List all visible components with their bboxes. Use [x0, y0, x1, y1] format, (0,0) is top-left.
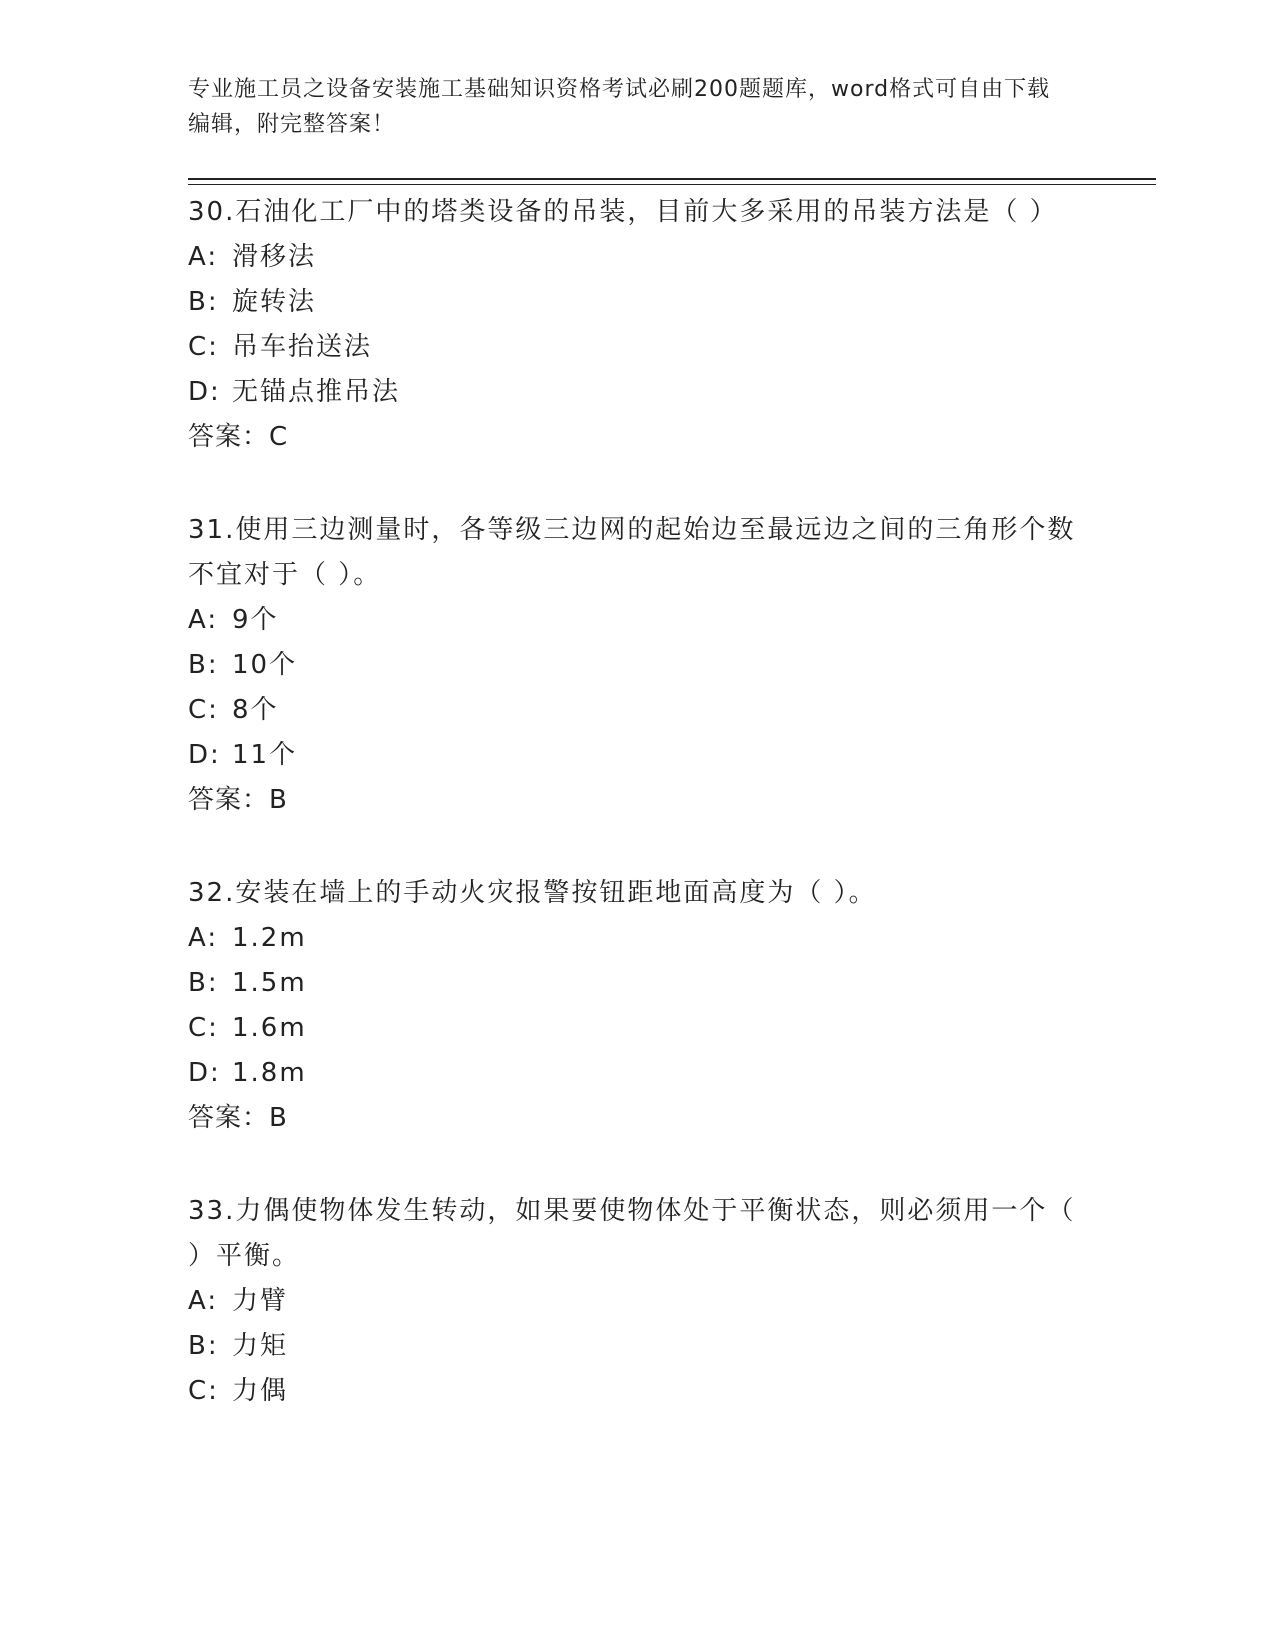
answer-line: 答案：C	[188, 422, 289, 452]
question-stem: 32.安装在墙上的手动火灾报警按钮距地面高度为（ ）。	[188, 878, 877, 908]
option-text: 1.8m	[232, 1058, 307, 1088]
option-key: B:	[188, 287, 219, 317]
option-text: 旋转法	[232, 287, 317, 317]
option-key: A:	[188, 605, 219, 635]
option-text: 力臂	[232, 1286, 289, 1316]
option-key: D:	[188, 740, 221, 770]
option-d	[188, 733, 1088, 778]
option-key: C:	[188, 1376, 219, 1406]
option-c	[188, 688, 1088, 733]
question-stem: 33.力偶使物体发生转动，如果要使物体处于平衡状态，则必须用一个（ ）平衡。	[188, 1196, 1076, 1271]
option-text: 10个	[232, 650, 298, 680]
option-key: C:	[188, 1013, 219, 1043]
answer-line: 答案：B	[188, 785, 288, 815]
question-31	[188, 508, 1088, 823]
option-b	[188, 280, 1088, 325]
question-list	[188, 190, 1088, 1462]
header-divider-thin	[188, 184, 1156, 185]
option-a	[188, 235, 1088, 280]
question-32	[188, 871, 1088, 1141]
option-a	[188, 1279, 1088, 1324]
option-a	[188, 916, 1088, 961]
option-key: A:	[188, 242, 219, 272]
option-c	[188, 325, 1088, 370]
document-header: 专业施工员之设备安装施工基础知识资格考试必刷200题题库，word格式可自由下载编辑，附完整答案！	[188, 77, 1051, 137]
option-key: C:	[188, 332, 219, 362]
answer-line: 答案：B	[188, 1103, 288, 1133]
option-text: 1.6m	[232, 1013, 307, 1043]
option-text: 力矩	[232, 1331, 289, 1361]
option-key: A:	[188, 1286, 219, 1316]
option-text: 1.2m	[232, 923, 307, 953]
option-key: B:	[188, 968, 219, 998]
question-stem: 30.石油化工厂中的塔类设备的吊装，目前大多采用的吊装方法是（ ）	[188, 197, 1058, 227]
option-b	[188, 961, 1088, 1006]
option-text: 8个	[232, 695, 279, 725]
option-text: 无锚点推吊法	[232, 377, 401, 407]
option-d	[188, 1051, 1088, 1096]
option-key: B:	[188, 1331, 219, 1361]
question-33	[188, 1189, 1088, 1414]
question-stem: 31.使用三边测量时，各等级三边网的起始边至最远边之间的三角形个数不宜对于（ ）。	[188, 515, 1076, 590]
option-b	[188, 1324, 1088, 1369]
option-text: 滑移法	[232, 242, 317, 272]
option-text: 力偶	[232, 1376, 289, 1406]
option-c	[188, 1369, 1088, 1414]
option-c	[188, 1006, 1088, 1051]
option-text: 1.5m	[232, 968, 307, 998]
option-text: 9个	[232, 605, 279, 635]
header-divider	[188, 178, 1156, 180]
option-text: 11个	[232, 740, 298, 770]
option-d	[188, 370, 1088, 415]
question-30	[188, 190, 1088, 460]
option-a	[188, 598, 1088, 643]
option-key: B:	[188, 650, 219, 680]
option-key: D:	[188, 1058, 221, 1088]
option-b	[188, 643, 1088, 688]
option-key: C:	[188, 695, 219, 725]
option-key: D:	[188, 377, 221, 407]
option-key: A:	[188, 923, 219, 953]
option-text: 吊车抬送法	[232, 332, 373, 362]
